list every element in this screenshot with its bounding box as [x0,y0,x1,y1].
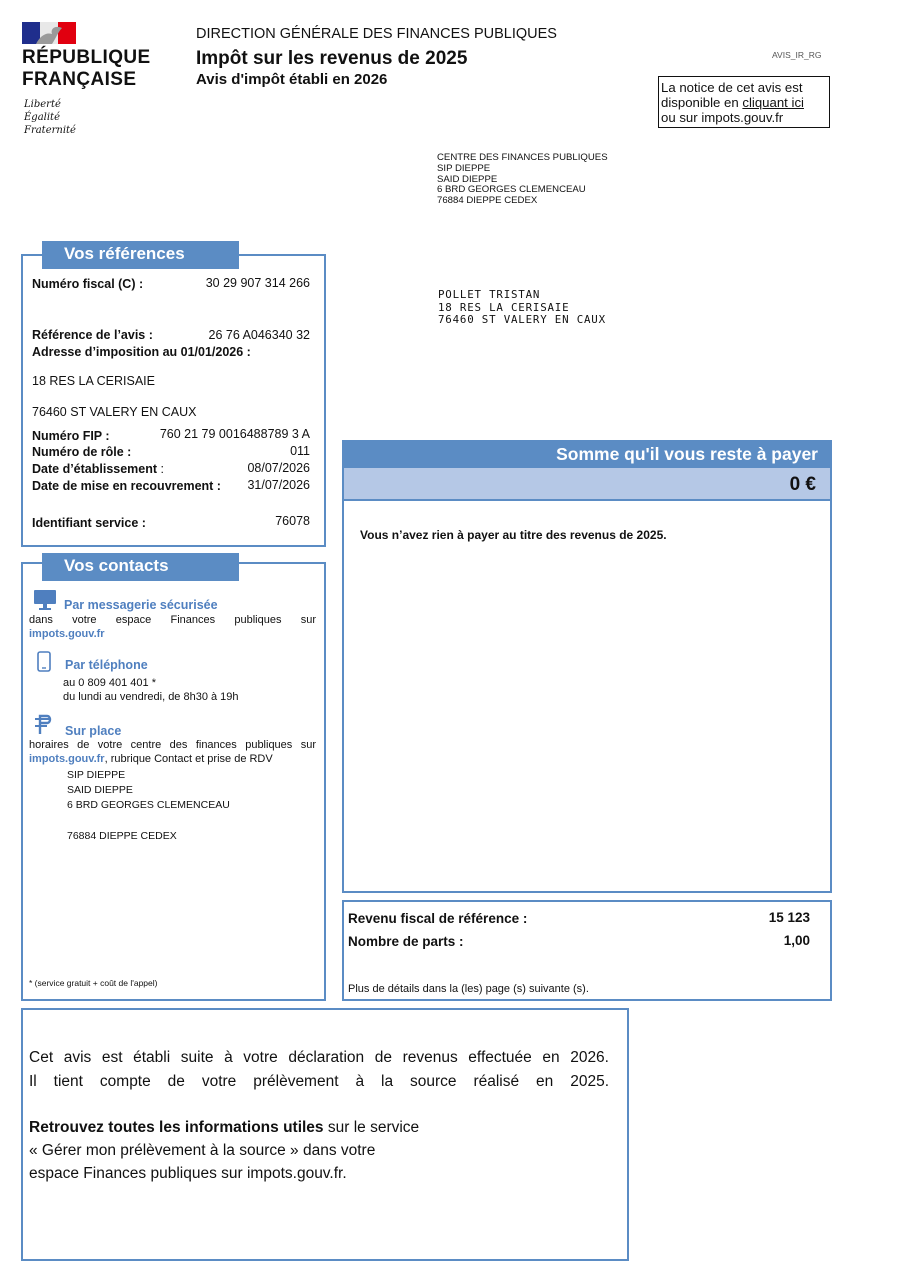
payment-heading: Somme qu'il vous reste à payer [342,440,832,468]
telephone-number: au 0 809 401 401 * [63,677,156,689]
surplace-city: 76884 DIEPPE CEDEX [67,830,177,842]
page-title: Impôt sur les revenus de 2025 [196,48,468,69]
surplace-rubrique: , rubrique Contact et prise de RDV [104,753,273,765]
surplace-addr-line: SAID DIEPPE [67,784,133,796]
surplace-title: Sur place [65,724,122,738]
notice-line2 [661,95,827,110]
surplace-line2 [29,752,273,766]
messagerie-title: Par messagerie sécurisée [64,598,218,612]
recouvrement-label: Date de mise en recouvrement : [32,479,221,493]
logo-francaise: FRANÇAISE [22,69,137,90]
marianne-flag-icon [22,22,76,44]
info-bold: Retrouvez toutes les informations utiles [29,1119,324,1136]
sender-line: CENTRE DES FINANCES PUBLIQUES [437,152,608,163]
surplace-addr-line: 6 BRD GEORGES CLEMENCEAU [67,799,230,811]
service-label: Identifiant service : [32,516,146,530]
sender-line: 6 BRD GEORGES CLEMENCEAU [437,184,586,196]
service-value: 76078 [275,514,310,528]
messagerie-link[interactable]: impots.gouv.fr [29,628,105,640]
etablissement-label-text: Date d’établissement [32,462,158,476]
adresse-label: Adresse d’imposition au 01/01/2026 : [32,345,251,359]
parts-label: Nombre de parts : [348,934,464,949]
telephone-title: Par téléphone [65,658,148,672]
notice-line3: ou sur impots.gouv.fr [661,110,784,125]
contacts-title: Vos contacts [42,553,239,581]
phone-icon [37,651,51,672]
info-rest: sur le service [323,1119,420,1136]
numero-fiscal-label: Numéro fiscal (C) : [32,277,144,291]
numero-fiscal-value: 30 29 907 314 266 [205,276,310,290]
ref-avis-value: 26 76 A046340 32 [208,328,310,342]
form-code: AVIS_IR_RG [772,50,822,60]
references-box [21,254,326,547]
sender-line: SIP DIEPPE [437,162,491,174]
etablissement-label [32,462,164,476]
logo-republique: RÉPUBLIQUE [22,47,151,68]
page-subtitle: Avis d'impôt établi en 2026 [196,71,388,88]
building-icon [33,713,53,735]
computer-icon [33,589,57,611]
rfr-label: Revenu fiscal de référence : [348,911,528,926]
info-line2: Il tient compte de votre prélèvement à la source réalisé en 2025. [29,1073,609,1090]
adresse-line1: 18 RES LA CERISAIE [32,374,155,388]
rfr-value: 15 123 [768,910,810,925]
notice-link[interactable]: cliquant ici [742,95,804,110]
surplace-addr-line: SIP DIEPPE [67,769,126,781]
recipient-line: POLLET TRISTAN [438,288,541,301]
surplace-text: horaires de votre centre des finances publiques sur [29,739,316,751]
logo-motto-liberte: Liberté [24,99,61,110]
notice-line1: La notice de cet avis est [661,80,803,95]
role-value: 011 [290,444,310,458]
payment-message: Vous n’avez rien à payer au titre des revenus de 2025. [360,528,667,542]
sender-address [437,153,608,207]
sender-line: SAID DIEPPE [437,173,498,185]
info-line3 [29,1116,419,1140]
etablissement-colon: : [157,462,164,476]
sender-line: 76884 DIEPPE CEDEX [437,195,538,207]
contacts-footnote: * (service gratuit + coût de l'appel) [29,978,158,988]
recipient-line: 76460 ST VALERY EN CAUX [438,313,606,326]
notice-box [658,76,830,128]
notice-line2-text: disponible en [661,95,743,110]
payment-box [342,440,832,893]
messagerie-text: dans votre espace Finances publiques sur [29,614,316,626]
surplace-link[interactable]: impots.gouv.fr [29,753,105,765]
telephone-hours: du lundi au vendredi, de 8h30 à 19h [63,691,239,703]
role-label: Numéro de rôle : [32,445,132,459]
logo-motto-fraternite: Fraternité [24,125,76,136]
details-note: Plus de détails dans la (les) page (s) suivante (s). [348,983,589,995]
payment-amount: 0 € [342,468,832,501]
references-title: Vos références [42,241,239,269]
etablissement-value: 08/07/2026 [247,461,310,475]
ref-avis-label: Référence de l’avis : [32,328,153,342]
info-line5: espace Finances publiques sur impots.gouv.fr. [29,1165,347,1182]
direction-label: DIRECTION GÉNÉRALE DES FINANCES PUBLIQUES [196,26,557,42]
info-line4: « Gérer mon prélèvement à la source » dans votre [29,1142,376,1159]
recouvrement-value: 31/07/2026 [247,478,310,492]
fip-label: Numéro FIP : [32,429,110,443]
logo-motto-egalite: Égalité [24,112,60,123]
recipient-line: 18 RES LA CERISAIE [438,300,570,314]
fip-value: 760 21 79 0016488789 3 A [159,427,310,441]
parts-value: 1,00 [783,933,810,948]
recipient-address [438,289,606,327]
adresse-line2: 76460 ST VALERY EN CAUX [32,405,197,419]
info-line1: Cet avis est établi suite à votre déclaration de revenus effectuée en 2026. [29,1049,609,1066]
